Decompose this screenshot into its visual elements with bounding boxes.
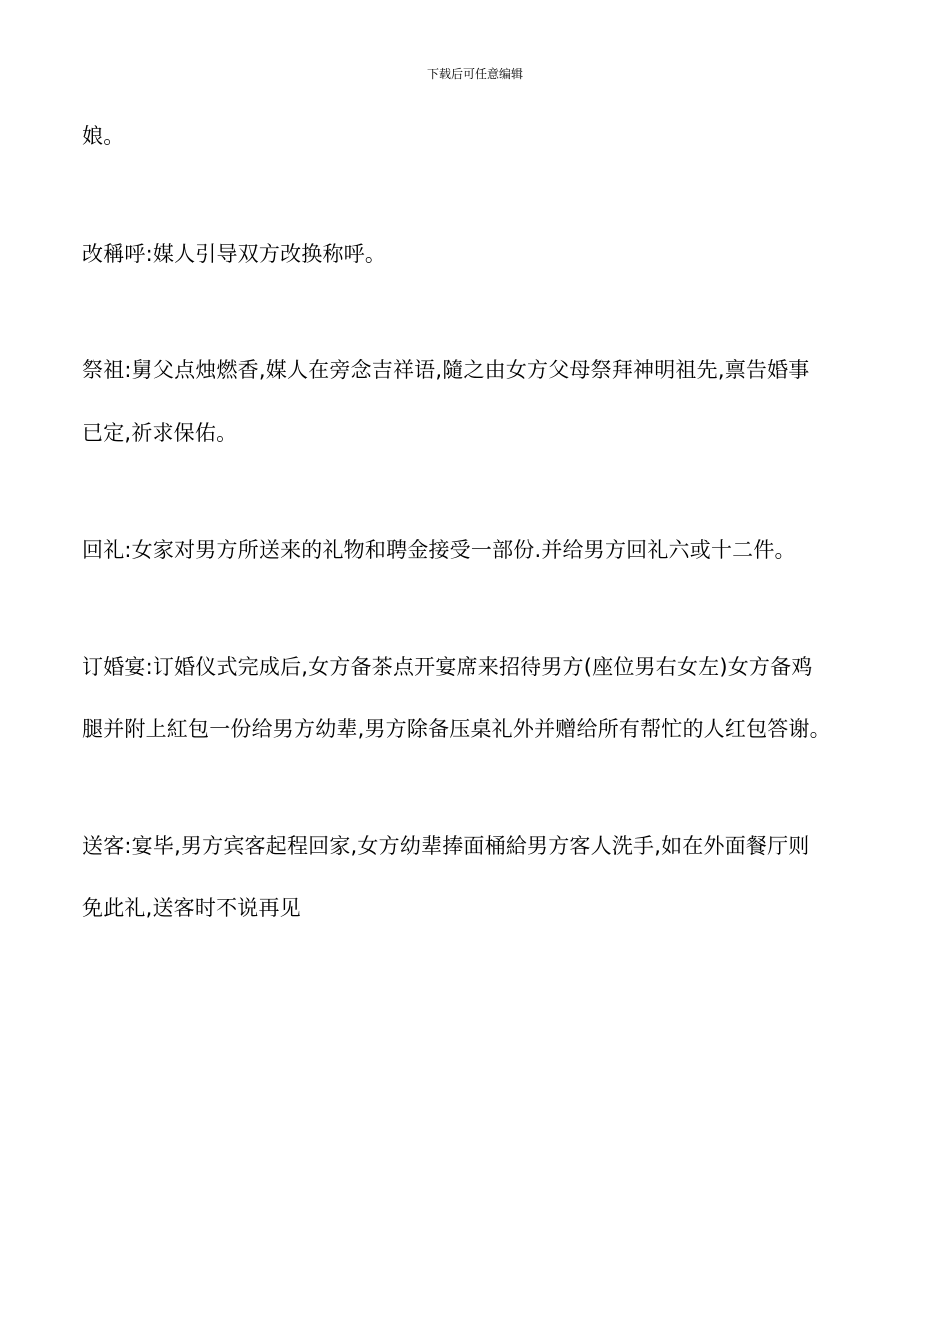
- text-line-5: 回礼:女家对男方所送来的礼物和聘金接受一部份.并给男方回礼六或十二件。: [82, 538, 796, 562]
- text-line-3: 祭祖:舅父点烛燃香,媒人在旁念吉祥语,隨之由女方父母祭拜神明祖先,禀告婚事: [82, 358, 810, 382]
- page-header: 下载后可任意编辑: [426, 67, 523, 81]
- text-line-2: 改稱呼:媒人引导双方改换称呼。: [82, 242, 387, 266]
- text-line-1: 娘。: [82, 124, 125, 148]
- text-line-4: 已定,祈求保佑。: [82, 421, 238, 445]
- text-line-7: 腿并附上紅包一份给男方幼辈,男方除备压桌礼外并赠给所有帮忙的人红包答谢。: [82, 717, 831, 741]
- text-line-6: 订婚宴:订婚仪式完成后,女方备茶点开宴席来招待男方(座位男右女左)女方备鸡: [82, 655, 813, 679]
- text-line-9: 免此礼,送客时不说再见: [82, 896, 301, 920]
- text-line-8: 送客:宴毕,男方宾客起程回家,女方幼辈捧面桶給男方客人洗手,如在外面餐厅则: [82, 834, 810, 858]
